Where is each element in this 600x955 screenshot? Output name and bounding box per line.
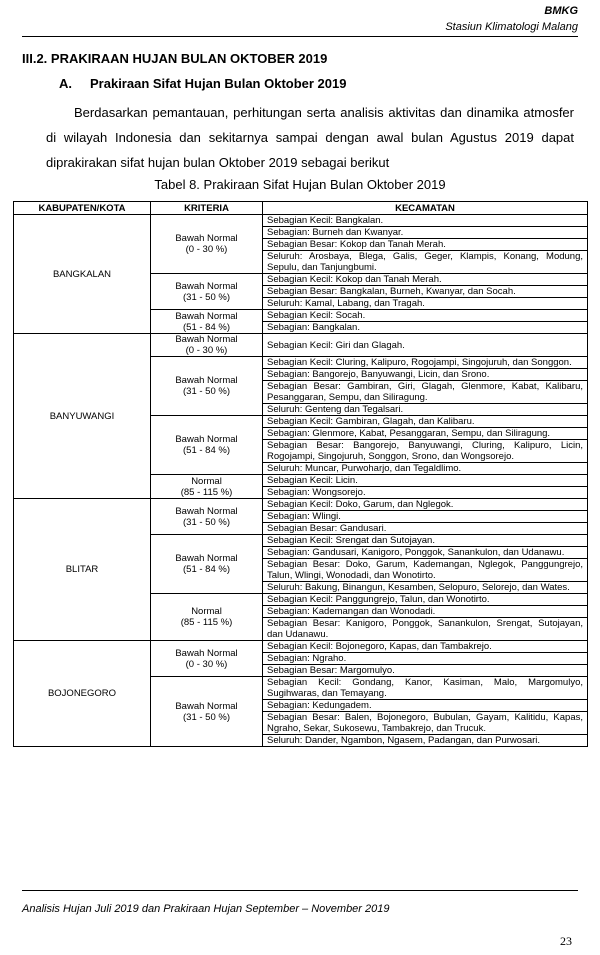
kecamatan-cell: Sebagian: Kademangan dan Wonodadi. (263, 606, 588, 618)
kriteria-name: Bawah Normal (175, 233, 238, 244)
table-row (14, 334, 588, 357)
kecamatan-cell: Seluruh: Kamal, Labang, dan Tragah. (263, 298, 588, 310)
kecamatan-cell: Sebagian Besar: Gambiran, Giri, Glagah, Glenmore, Kabat, Kalibaru, Pesanggaran, Sempu, dan Siliragung. (263, 381, 588, 404)
kecamatan-cell: Sebagian Kecil: Gondang, Kanor, Kasiman, Malo, Margomulyo, Sugihwaras, dan Temayang. (263, 677, 588, 700)
kecamatan-cell: Sebagian Kecil: Doko, Garum, dan Nglegok. (263, 499, 588, 511)
table-body (14, 215, 588, 747)
kecamatan-cell: Sebagian Kecil: Cluring, Kalipuro, Rogojampi, Singojuruh, dan Songgon. (263, 357, 588, 369)
table-header-row (14, 202, 588, 215)
kabupaten-cell: BANYUWANGI (14, 334, 151, 499)
kriteria-range: (51 - 84 %) (183, 445, 230, 456)
kecamatan-cell: Sebagian Kecil: Giri dan Glagah. (263, 334, 588, 357)
subsection-title: Prakiraan Sifat Hujan Bulan Oktober 2019 (90, 76, 347, 91)
table-caption: Tabel 8. Prakiraan Sifat Hujan Bulan Oktober 2019 (154, 177, 446, 192)
kecamatan-cell: Sebagian: Wongsorejo. (263, 487, 588, 499)
kecamatan-cell: Sebagian Besar: Doko, Garum, Kademangan, Nglegok, Panggungrejo, Talun, Wlingi, Wonodadi, dan Wonotirto. (263, 559, 588, 582)
kecamatan-cell: Sebagian Besar: Bangkalan, Burneh, Kwanyar, dan Socah. (263, 286, 588, 298)
kecamatan-cell: Sebagian: Glenmore, Kabat, Pesanggaran, Sempu, dan Siliragung. (263, 428, 588, 440)
kriteria-range: (0 - 30 %) (185, 658, 228, 670)
kecamatan-cell: Sebagian Kecil: Srengat dan Sutojayan. (263, 535, 588, 547)
table-row (14, 215, 588, 227)
kriteria-name: Bawah Normal (175, 700, 238, 712)
kecamatan-cell: Sebagian: Bangorejo, Banyuwangi, Licin, dan Srono. (263, 369, 588, 381)
kriteria-cell (151, 677, 263, 747)
kriteria-range: (85 - 115 %) (180, 617, 233, 628)
footer-text: Analisis Hujan Juli 2019 dan Prakiraan Hujan September – November 2019 (22, 903, 390, 915)
subsection-number: A. (59, 76, 72, 91)
kriteria-name: Bawah Normal (175, 505, 238, 517)
header-org: BMKG (544, 5, 578, 17)
kecamatan-cell: Seluruh: Genteng dan Tegalsari. (263, 404, 588, 416)
header-divider (22, 36, 578, 37)
header-kriteria: KRITERIA (151, 202, 263, 215)
kabupaten-cell: BANGKALAN (14, 215, 151, 334)
kecamatan-cell: Sebagian Besar: Kokop dan Tanah Merah. (263, 239, 588, 251)
kecamatan-cell: Sebagian Besar: Balen, Bojonegoro, Bubulan, Gayam, Kalitidu, Kapas, Ngraho, Sekar, Sukosewu, Tambakrejo, dan Trucuk. (263, 712, 588, 735)
page-number: 23 (560, 934, 572, 948)
kecamatan-cell: Sebagian Kecil: Bojonegoro, Kapas, dan Tambakrejo. (263, 641, 588, 653)
kecamatan-cell: Sebagian: Gandusari, Kanigoro, Ponggok, Sanankulon, dan Udanawu. (263, 547, 588, 559)
kecamatan-cell: Sebagian: Bangkalan. (263, 322, 588, 334)
footer-divider (22, 890, 578, 891)
kecamatan-cell: Seluruh: Muncar, Purwoharjo, dan Tegaldlimo. (263, 463, 588, 475)
kecamatan-cell: Sebagian: Kedungadem. (263, 700, 588, 712)
kriteria-cell (151, 357, 263, 416)
kriteria-range: (85 - 115 %) (180, 486, 233, 498)
kecamatan-cell: Sebagian Kecil: Socah. (263, 310, 588, 322)
kriteria-range: (0 - 30 %) (185, 345, 228, 356)
kriteria-cell (151, 334, 263, 357)
kriteria-cell (151, 215, 263, 274)
table-row (14, 641, 588, 653)
kecamatan-cell: Sebagian Kecil: Gambiran, Glagah, dan Kalibaru. (263, 416, 588, 428)
kecamatan-cell: Seluruh: Arosbaya, Blega, Galis, Geger, Klampis, Konang, Modung, Sepulu, dan Tanjungbumi. (263, 251, 588, 274)
kriteria-name: Bawah Normal (175, 310, 238, 322)
kecamatan-cell: Sebagian Kecil: Licin. (263, 475, 588, 487)
section-title: III.2. PRAKIRAAN HUJAN BULAN OKTOBER 2019 (22, 51, 328, 66)
kabupaten-cell: BLITAR (14, 499, 151, 641)
kriteria-name: Bawah Normal (175, 434, 238, 445)
kecamatan-cell: Sebagian: Burneh dan Kwanyar. (263, 227, 588, 239)
header-station: Stasiun Klimatologi Malang (445, 21, 578, 33)
kecamatan-cell: Sebagian Kecil: Panggungrejo, Talun, dan Wonotirto. (263, 594, 588, 606)
kecamatan-cell: Sebagian Kecil: Bangkalan. (263, 215, 588, 227)
intro-paragraph: Berdasarkan pemantauan, perhitungan serta analisis aktivitas dan dinamika atmosfer di wilayah Indonesia dan sekitarnya sampai dengan awal bulan Agustus 2019 dapat diprakirakan sifat hujan bulan Oktober 2019 sebagai berikut (46, 105, 574, 170)
kriteria-range: (51 - 84 %) (183, 321, 230, 333)
kriteria-cell (151, 274, 263, 310)
kriteria-name: Bawah Normal (175, 553, 238, 564)
kecamatan-cell: Sebagian Besar: Kanigoro, Ponggok, Sanankulon, Srengat, Sutojayan, dan Udanawu. (263, 618, 588, 641)
kecamatan-cell: Sebagian: Wlingi. (263, 511, 588, 523)
kabupaten-cell: BOJONEGORO (14, 641, 151, 747)
kriteria-cell (151, 535, 263, 594)
kriteria-cell (151, 499, 263, 535)
kriteria-name: Normal (191, 606, 222, 617)
kecamatan-cell: Sebagian Besar: Bangorejo, Banyuwangi, Cluring, Kalipuro, Licin, Rogojampi, Singojuruh, Songgon, Srono, dan Wongsorejo. (263, 440, 588, 463)
kecamatan-cell: Sebagian Kecil: Kokop dan Tanah Merah. (263, 274, 588, 286)
kriteria-name: Bawah Normal (175, 647, 238, 659)
header-kecamatan: KECAMATAN (263, 202, 588, 215)
kriteria-cell (151, 594, 263, 641)
table-row (14, 499, 588, 511)
forecast-table (13, 201, 588, 747)
kriteria-range: (51 - 84 %) (183, 564, 230, 575)
kriteria-cell (151, 475, 263, 499)
kriteria-name: Bawah Normal (175, 375, 238, 386)
kecamatan-cell: Seluruh: Bakung, Binangun, Kesamben, Selopuro, Selorejo, dan Wates. (263, 582, 588, 594)
kecamatan-cell: Sebagian: Ngraho. (263, 653, 588, 665)
kecamatan-cell: Sebagian Besar: Gandusari. (263, 523, 588, 535)
kriteria-range: (0 - 30 %) (185, 244, 228, 255)
header-kabupaten: KABUPATEN/KOTA (14, 202, 151, 215)
kriteria-cell (151, 416, 263, 475)
kriteria-range: (31 - 50 %) (183, 711, 230, 723)
kriteria-cell (151, 641, 263, 677)
kriteria-range: (31 - 50 %) (183, 516, 230, 528)
kriteria-cell (151, 310, 263, 334)
kriteria-range: (31 - 50 %) (183, 291, 230, 303)
kecamatan-cell: Seluruh: Dander, Ngambon, Ngasem, Padangan, dan Purwosari. (263, 735, 588, 747)
kecamatan-cell: Sebagian Besar: Margomulyo. (263, 665, 588, 677)
kriteria-name: Bawah Normal (175, 334, 238, 345)
kriteria-name: Bawah Normal (175, 280, 238, 292)
kriteria-name: Normal (191, 475, 222, 487)
kriteria-range: (31 - 50 %) (183, 386, 230, 397)
